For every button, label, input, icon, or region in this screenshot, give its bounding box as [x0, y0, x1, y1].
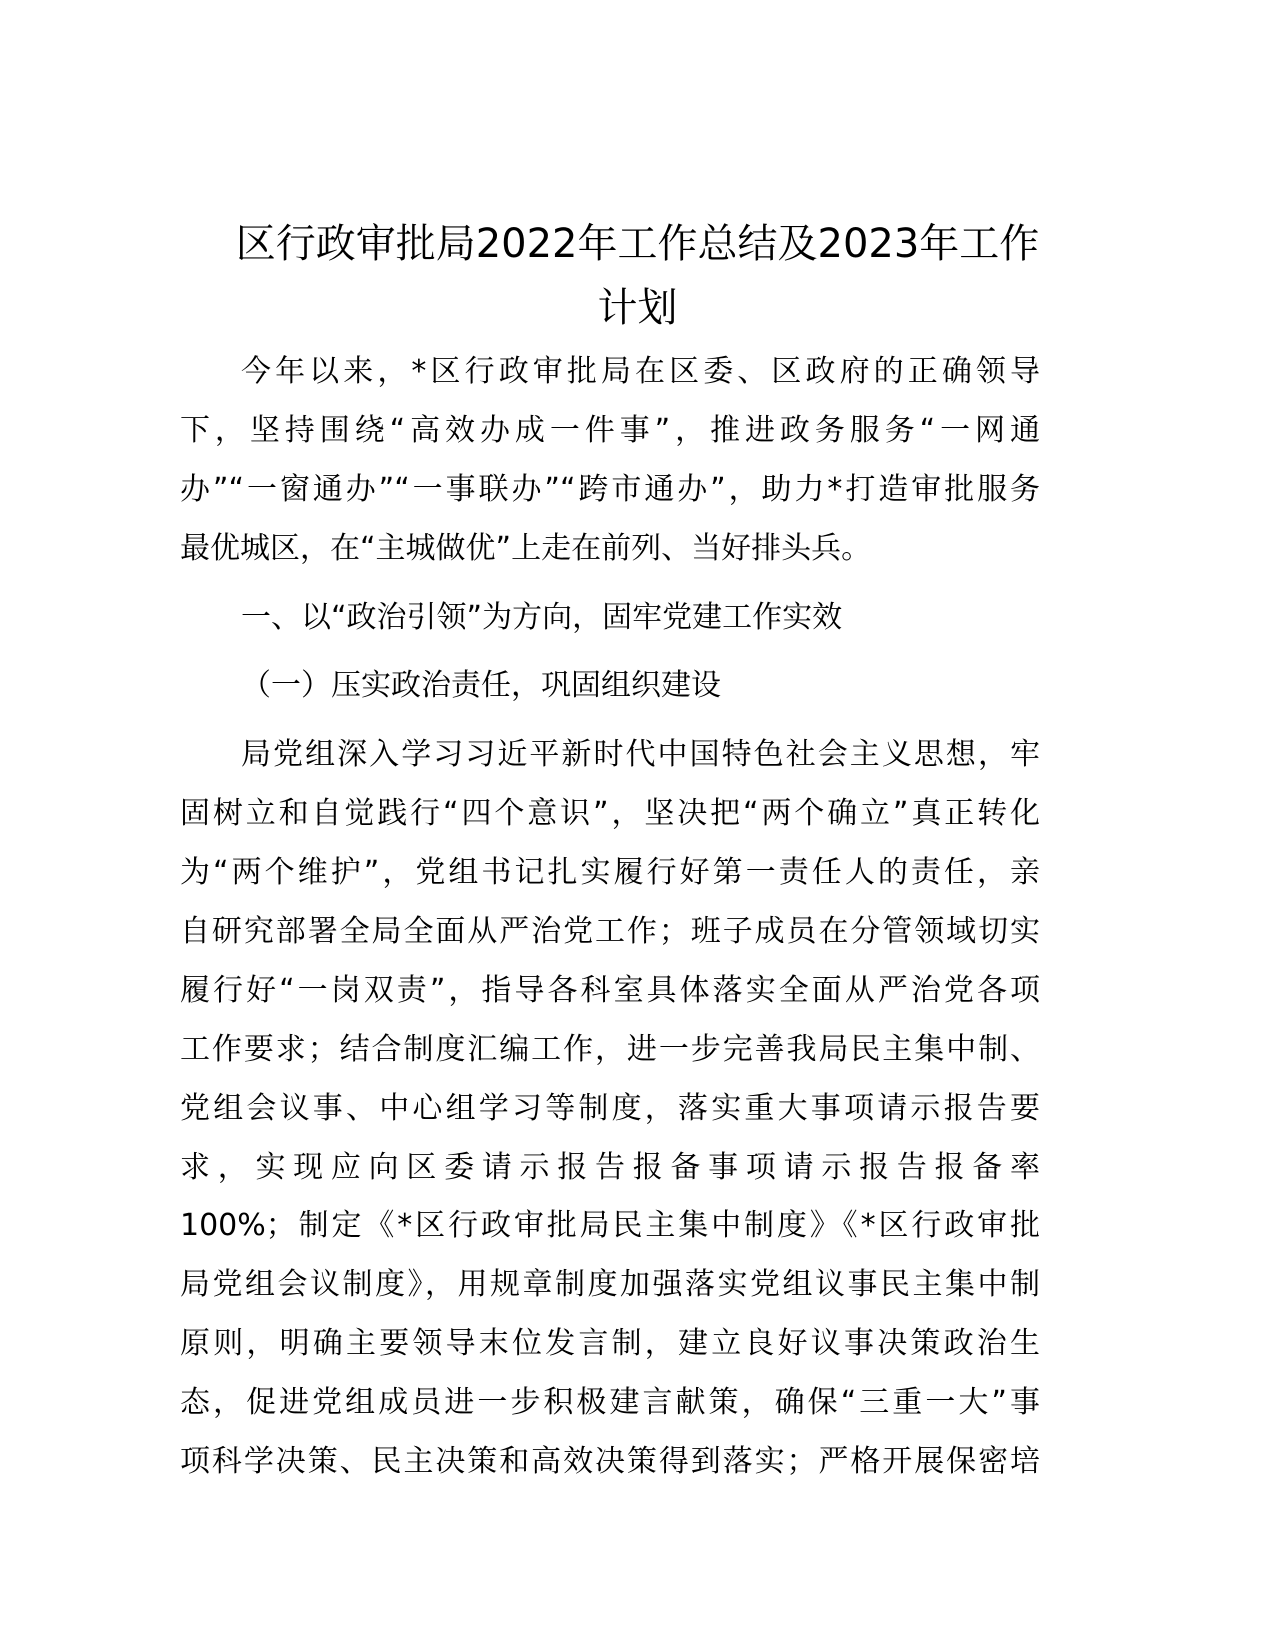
- body-paragraph: [180, 726, 1040, 1492]
- paragraph-line: 局党组会议制度》，用规章制度加强落实党组议事民主集中制: [180, 1267, 1040, 1303]
- document-title-line-1: 区行政审批局2022年工作总结及2023年工作: [235, 221, 1040, 267]
- document-body: [180, 343, 1040, 1492]
- heading-line: 一、以“政治引领”为方向，固牢党建工作实效: [241, 599, 843, 635]
- heading-line: （一）压实政治责任，巩固组织建设: [241, 668, 721, 704]
- paragraph-line: 办”“一窗通办”“一事联办”“跨市通办”，助力*打造审批服务: [180, 471, 1040, 507]
- paragraph-line: 原则，明确主要领导末位发言制，建立良好议事决策政治生: [180, 1326, 1040, 1362]
- paragraph-line: 100%；制定《*区行政审批局民主集中制度》《*区行政审批: [180, 1208, 1040, 1244]
- paragraph-line: 最优城区，在“主城做优”上走在前列、当好排头兵。: [180, 530, 872, 566]
- section-heading-1: [180, 589, 1040, 648]
- paragraph-spacer: [180, 647, 1040, 657]
- paragraph-spacer: [180, 579, 1040, 589]
- paragraph-line: 求，实现应向区委请示报告报备事项请示报告报备率: [180, 1149, 1040, 1185]
- paragraph-line: 态，促进党组成员进一步积极建言献策，确保“三重一大”事: [180, 1385, 1040, 1421]
- intro-paragraph: [180, 343, 1040, 579]
- subsection-heading-1: [180, 657, 1040, 716]
- paragraph-line: 固树立和自觉践行“四个意识”，坚决把“两个确立”真正转化: [180, 796, 1040, 832]
- paragraph-line: 履行好“一岗双责”，指导各科室具体落实全面从严治党各项: [180, 972, 1040, 1008]
- paragraph-line: 局党组深入学习习近平新时代中国特色社会主义思想，牢: [241, 737, 1040, 773]
- paragraph-line: 党组会议事、中心组学习等制度，落实重大事项请示报告要: [180, 1090, 1040, 1126]
- paragraph-line: 自研究部署全局全面从严治党工作；班子成员在分管领域切实: [180, 914, 1040, 950]
- paragraph-line: 下，坚持围绕“高效办成一件事”，推进政务服务“一网通: [180, 412, 1040, 448]
- paragraph-line: 工作要求；结合制度汇编工作，进一步完善我局民主集中制、: [180, 1031, 1040, 1067]
- paragraph-line: 今年以来，*区行政审批局在区委、区政府的正确领导: [241, 354, 1040, 389]
- document-title-line-2: 计划: [597, 285, 678, 331]
- paragraph-line: 项科学决策、民主决策和高效决策得到落实；严格开展保密培: [180, 1444, 1040, 1480]
- paragraph-line: 为“两个维护”，党组书记扎实履行好第一责任人的责任，亲: [180, 855, 1040, 891]
- paragraph-spacer: [180, 716, 1040, 726]
